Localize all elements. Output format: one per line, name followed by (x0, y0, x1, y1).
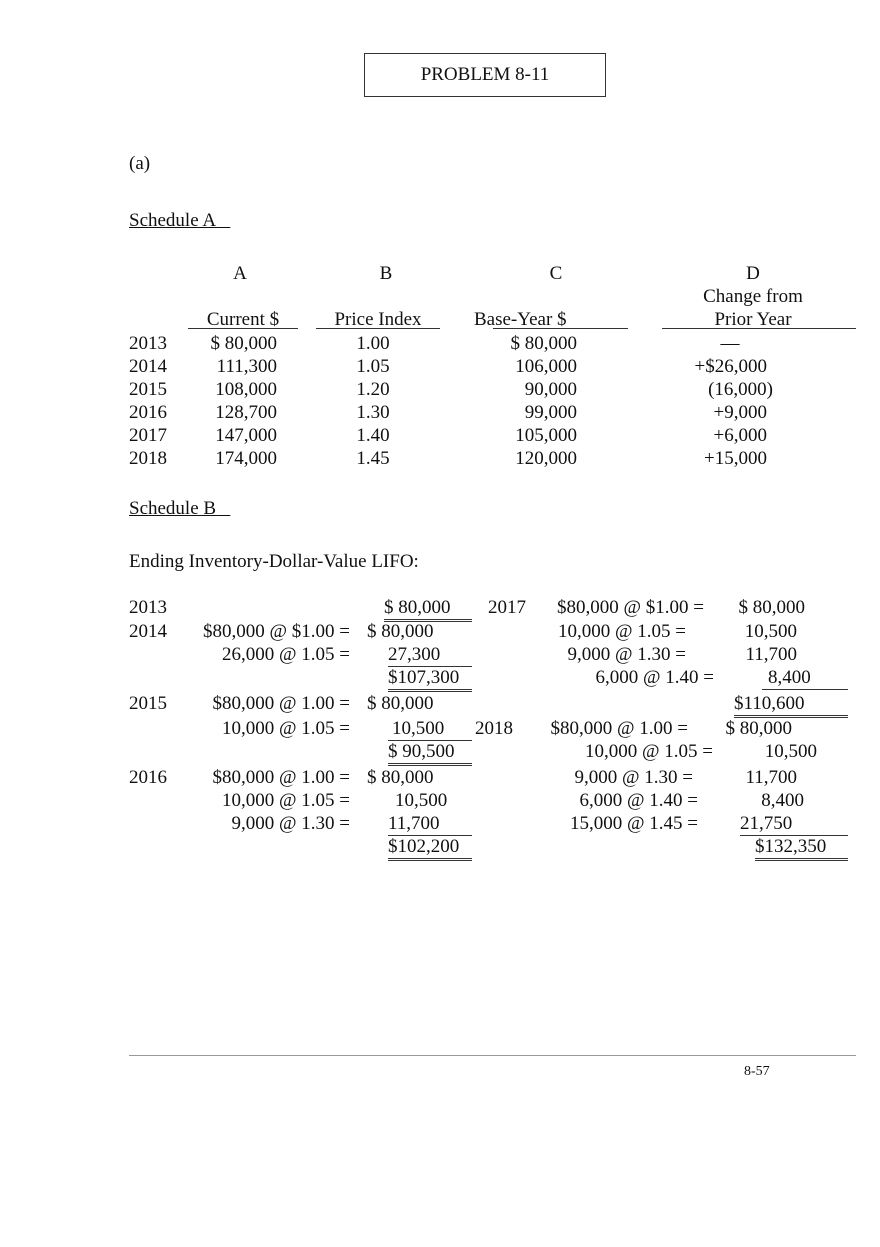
lifo-calc: 9,000 @ 1.30 = (574, 767, 693, 788)
row-change: +6,000 (713, 425, 767, 446)
col-d-letter: D (746, 263, 760, 284)
col-c-header: Base-Year $ (474, 309, 567, 330)
row-year: 2018 (129, 448, 167, 469)
lifo-amount: 11,700 (745, 767, 797, 788)
row-change: +$26,000 (694, 356, 767, 377)
footer-rule (129, 1055, 856, 1056)
lifo-calc: 6,000 @ 1.40 = (595, 667, 714, 688)
col-d-header-line1: Change from (703, 286, 803, 307)
lifo-year-label: 2017 (488, 597, 526, 618)
schedule-b-subtitle: Ending Inventory-Dollar-Value LIFO: (129, 551, 419, 572)
row-index: 1.40 (356, 425, 390, 446)
lifo-calc: $80,000 @ $1.00 = (203, 621, 350, 642)
col-b-letter: B (379, 263, 393, 284)
page-number: 8-57 (744, 1064, 770, 1079)
lifo-amount: 27,300 (388, 643, 472, 667)
col-b-header: Price Index (334, 309, 422, 330)
lifo-amount: 10,500 (744, 621, 797, 642)
row-base: 90,000 (524, 379, 577, 400)
lifo-calc: $80,000 @ 1.00 = (550, 718, 688, 739)
row-change: +9,000 (713, 402, 767, 423)
row-change: — (720, 333, 740, 354)
row-base: $ 80,000 (510, 333, 577, 354)
problem-title: PROBLEM 8-11 (364, 53, 606, 97)
lifo-calc: 10,000 @ 1.05 = (222, 790, 350, 811)
lifo-year-label: 2013 (129, 597, 167, 618)
row-change: (16,000) (708, 379, 773, 400)
lifo-year-label: 2016 (129, 767, 167, 788)
lifo-amount: 11,700 (388, 812, 472, 836)
row-index: 1.45 (356, 448, 390, 469)
lifo-calc: 10,000 @ 1.05 = (558, 621, 686, 642)
lifo-amount: $ 80,000 (367, 621, 434, 642)
lifo-amount: $ 80,000 (367, 693, 434, 714)
lifo-year-label: 2014 (129, 621, 167, 642)
lifo-calc: 26,000 @ 1.05 = (222, 644, 350, 665)
lifo-amount: $ 80,000 (725, 718, 792, 739)
row-current: 111,300 (216, 356, 277, 377)
lifo-calc: 10,000 @ 1.05 = (585, 741, 713, 762)
row-change: +15,000 (704, 448, 767, 469)
lifo-calc: 10,000 @ 1.05 = (222, 718, 350, 739)
row-base: 120,000 (515, 448, 577, 469)
lifo-calc: $80,000 @ 1.00 = (212, 693, 350, 714)
row-year: 2014 (129, 356, 167, 377)
lifo-amount: 21,750 (740, 812, 848, 836)
col-d-rule (662, 328, 856, 329)
schedule-b-heading: Schedule B (129, 498, 217, 519)
lifo-total: $ 80,000 (384, 596, 472, 622)
row-year: 2016 (129, 402, 167, 423)
row-current: 128,700 (215, 402, 277, 423)
row-index: 1.30 (356, 402, 390, 423)
row-base: 105,000 (515, 425, 577, 446)
lifo-total: $110,600 (734, 692, 848, 718)
lifo-amount: 8,400 (762, 666, 848, 690)
row-current: $ 80,000 (210, 333, 277, 354)
lifo-amount: 10,500 (764, 741, 817, 762)
lifo-year-label: 2018 (475, 718, 513, 739)
col-b-rule (316, 328, 440, 329)
lifo-total: $107,300 (388, 666, 472, 692)
lifo-calc: 9,000 @ 1.30 = (567, 644, 686, 665)
lifo-calc: 15,000 @ 1.45 = (570, 813, 698, 834)
col-d-header: Prior Year (714, 309, 792, 330)
lifo-total: $102,200 (388, 835, 472, 861)
col-c-letter: C (549, 263, 563, 284)
lifo-amount: 11,700 (745, 644, 797, 665)
lifo-calc: 6,000 @ 1.40 = (579, 790, 698, 811)
row-year: 2015 (129, 379, 167, 400)
col-a-letter: A (233, 263, 247, 284)
lifo-total: $132,350 (755, 835, 848, 861)
row-base: 106,000 (515, 356, 577, 377)
row-current: 108,000 (215, 379, 277, 400)
lifo-calc: $80,000 @ $1.00 = (557, 597, 704, 618)
row-year: 2017 (129, 425, 167, 446)
lifo-amount: $ 80,000 (738, 597, 805, 618)
col-a-header: Current $ (206, 309, 280, 330)
row-index: 1.05 (356, 356, 390, 377)
part-label: (a) (129, 153, 151, 174)
row-index: 1.20 (356, 379, 390, 400)
lifo-amount: 8,400 (761, 790, 804, 811)
row-current: 147,000 (215, 425, 277, 446)
lifo-amount: 10,500 (395, 790, 448, 811)
lifo-year-label: 2015 (129, 693, 167, 714)
lifo-amount: 10,500 (388, 717, 472, 741)
lifo-calc: 9,000 @ 1.30 = (231, 813, 350, 834)
row-current: 174,000 (215, 448, 277, 469)
lifo-calc: $80,000 @ 1.00 = (212, 767, 350, 788)
schedule-a-heading: Schedule A (129, 210, 217, 231)
lifo-amount: $ 80,000 (367, 767, 434, 788)
col-a-rule (188, 328, 298, 329)
col-c-rule (493, 328, 628, 329)
row-base: 99,000 (524, 402, 577, 423)
row-index: 1.00 (356, 333, 390, 354)
lifo-total: $ 90,500 (388, 740, 472, 766)
row-year: 2013 (129, 333, 167, 354)
